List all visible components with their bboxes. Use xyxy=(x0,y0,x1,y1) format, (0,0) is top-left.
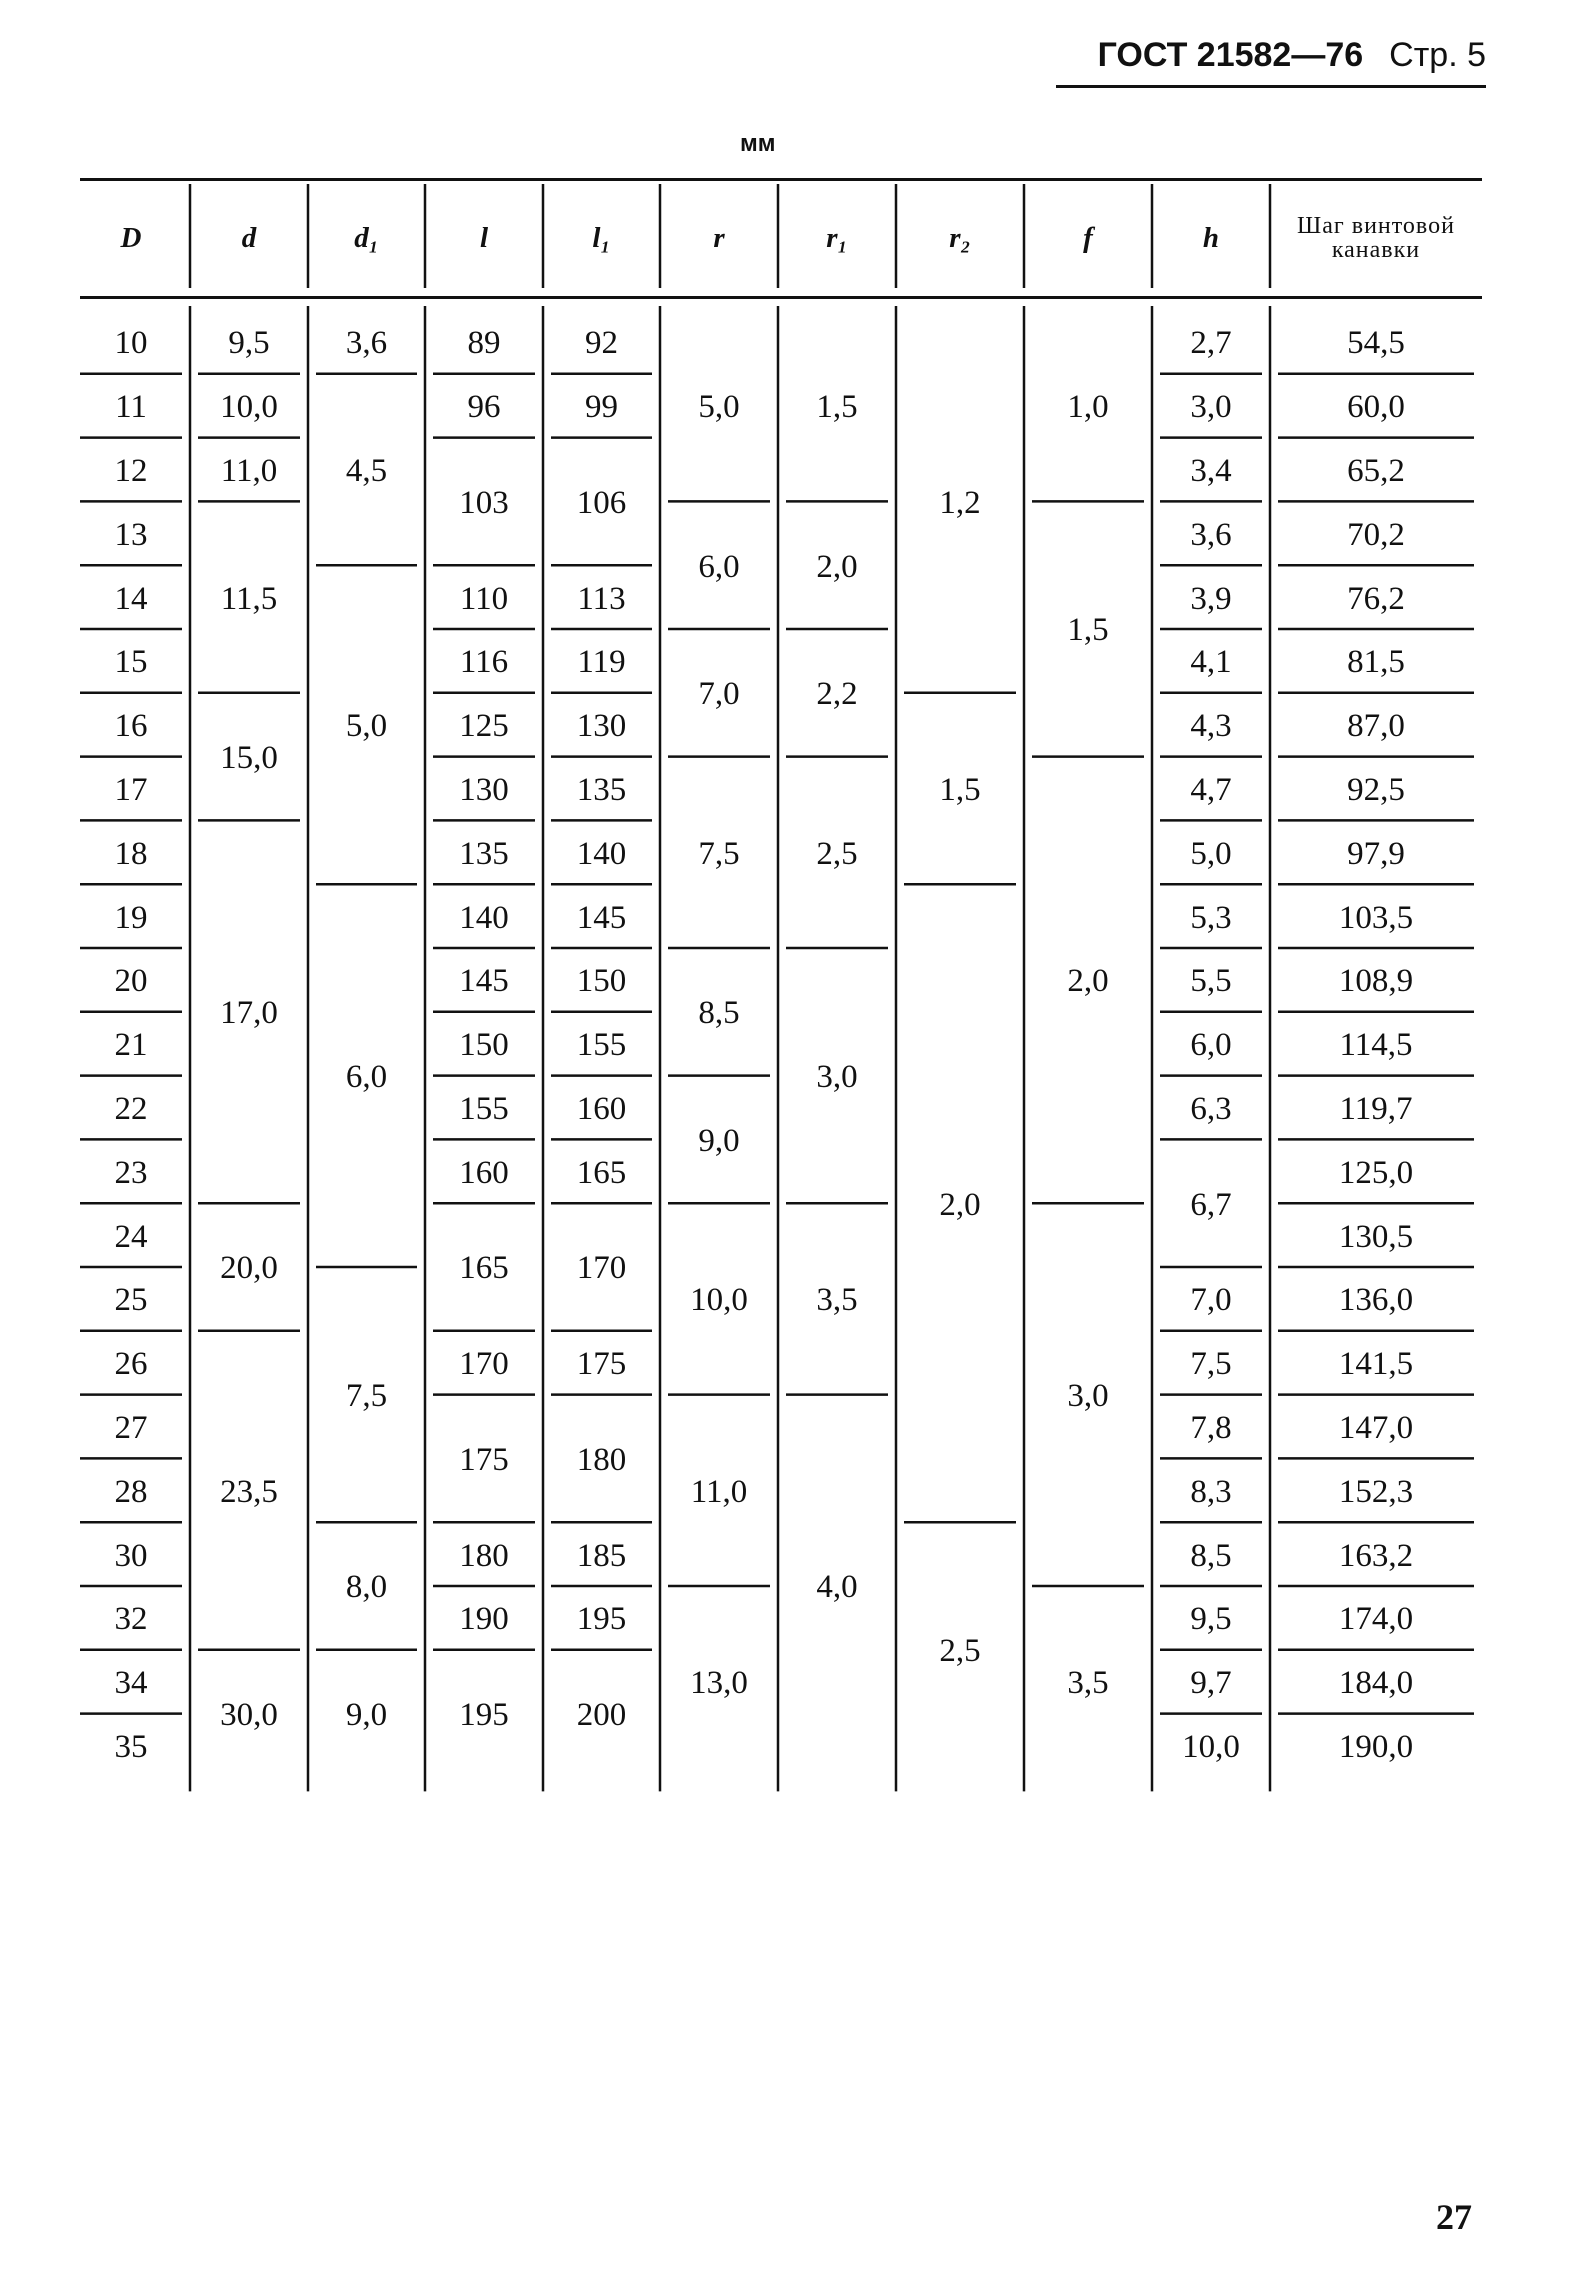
cell-l: 140 xyxy=(459,899,509,936)
cell-d: 15,0 xyxy=(220,740,278,777)
column-header-9: f xyxy=(1083,221,1093,254)
cell-step: 163,2 xyxy=(1338,1537,1414,1574)
cell-D: 13 xyxy=(114,516,148,553)
cell-r2: 1,5 xyxy=(939,771,981,808)
cell-d: 17,0 xyxy=(220,995,278,1032)
cell-d1: 9,0 xyxy=(345,1697,388,1734)
cell-step: 103,5 xyxy=(1338,899,1414,936)
cell-l1: 145 xyxy=(576,899,627,936)
cell-l1: 99 xyxy=(585,389,618,426)
cell-D: 20 xyxy=(114,963,148,1000)
cell-l1: 175 xyxy=(576,1346,627,1383)
column-header-4: l xyxy=(479,221,489,254)
cell-h: 9,5 xyxy=(1190,1601,1232,1638)
cell-D: 30 xyxy=(114,1537,148,1574)
cell-D: 10 xyxy=(114,325,148,362)
cell-h: 10,0 xyxy=(1182,1728,1240,1765)
cell-f: 3,0 xyxy=(1067,1378,1109,1415)
cell-h: 3,6 xyxy=(1190,516,1232,553)
cell-D: 21 xyxy=(114,1027,148,1064)
cell-h: 4,3 xyxy=(1190,708,1232,745)
cell-l: 145 xyxy=(459,963,509,1000)
cell-r1: 2,0 xyxy=(816,548,858,585)
cell-D: 15 xyxy=(114,644,148,681)
cell-step: 54,5 xyxy=(1347,325,1405,362)
cell-r: 5,0 xyxy=(698,389,740,426)
cell-h: 8,3 xyxy=(1190,1473,1232,1510)
document-code: ГОСТ 21582—76 xyxy=(1097,36,1364,74)
cell-l: 195 xyxy=(459,1697,509,1734)
cell-r1: 3,0 xyxy=(816,1059,858,1096)
page-reference: Стр. 5 xyxy=(1389,36,1486,74)
cell-D: 25 xyxy=(114,1282,148,1319)
cell-h: 3,9 xyxy=(1190,580,1232,617)
cell-step: 147,0 xyxy=(1338,1409,1414,1446)
cell-l1: 180 xyxy=(576,1441,627,1478)
column-header-step-line: канавки xyxy=(1331,237,1421,263)
cell-l1: 140 xyxy=(576,835,627,872)
cell-r: 7,0 xyxy=(698,676,740,713)
cell-l1: 119 xyxy=(577,644,626,681)
cell-l1: 195 xyxy=(576,1601,627,1638)
cell-r1: 2,5 xyxy=(816,835,858,872)
cell-l: 155 xyxy=(459,1090,509,1127)
cell-D: 17 xyxy=(114,771,148,808)
cell-l: 130 xyxy=(459,771,509,808)
cell-d: 11,0 xyxy=(220,452,278,489)
cell-D: 26 xyxy=(114,1346,148,1383)
cell-l1: 170 xyxy=(576,1250,627,1287)
cell-f: 2,0 xyxy=(1067,963,1109,1000)
cell-h: 6,0 xyxy=(1190,1027,1232,1064)
cell-h: 4,1 xyxy=(1190,644,1232,681)
cell-l: 190 xyxy=(459,1601,509,1638)
cell-h: 6,3 xyxy=(1190,1090,1232,1127)
cell-l: 116 xyxy=(459,644,509,681)
cell-f: 1,0 xyxy=(1067,389,1109,426)
cell-l: 125 xyxy=(459,708,509,745)
cell-l1: 135 xyxy=(576,771,627,808)
cell-h: 5,3 xyxy=(1190,899,1232,936)
cell-h: 7,5 xyxy=(1190,1346,1232,1383)
cell-h: 7,8 xyxy=(1190,1409,1232,1446)
cell-d1: 5,0 xyxy=(345,708,388,745)
cell-r2: 2,5 xyxy=(939,1633,981,1670)
cell-step: 184,0 xyxy=(1338,1665,1414,1702)
column-header-3: d₁ xyxy=(354,221,379,254)
cell-d: 30,0 xyxy=(220,1697,278,1734)
cell-step: 108,9 xyxy=(1338,963,1414,1000)
cell-D: 34 xyxy=(114,1665,148,1702)
column-header-2: d xyxy=(241,221,257,254)
cell-d1: 8,0 xyxy=(345,1569,388,1606)
cell-h: 8,5 xyxy=(1190,1537,1232,1574)
cell-step: 92,5 xyxy=(1347,771,1405,808)
cell-D: 22 xyxy=(114,1090,148,1127)
cell-h: 3,0 xyxy=(1190,389,1232,426)
cell-r: 7,5 xyxy=(698,835,740,872)
cell-step: 152,3 xyxy=(1338,1473,1414,1510)
cell-step: 174,0 xyxy=(1338,1601,1414,1638)
cell-l1: 113 xyxy=(577,580,626,617)
cell-f: 1,5 xyxy=(1067,612,1109,649)
cell-h: 2,7 xyxy=(1190,325,1232,362)
page-number: 27 xyxy=(1436,2197,1472,2237)
cell-d: 9,5 xyxy=(228,325,270,362)
cell-D: 32 xyxy=(114,1601,148,1638)
cell-l1: 185 xyxy=(576,1537,627,1574)
cell-r2: 2,0 xyxy=(939,1186,981,1223)
cell-d: 11,5 xyxy=(220,580,278,617)
cell-D: 19 xyxy=(114,899,148,936)
cell-step: 190,0 xyxy=(1338,1728,1414,1765)
cell-D: 12 xyxy=(114,452,148,489)
column-header-5: l₁ xyxy=(592,221,611,254)
cell-r: 13,0 xyxy=(690,1665,748,1702)
cell-r: 6,0 xyxy=(698,548,740,585)
cell-d: 23,5 xyxy=(220,1473,278,1510)
cell-l: 180 xyxy=(459,1537,509,1574)
cell-step: 136,0 xyxy=(1338,1282,1414,1319)
cell-step: 76,2 xyxy=(1347,580,1405,617)
cell-d: 20,0 xyxy=(220,1250,278,1287)
cell-l: 175 xyxy=(459,1441,509,1478)
cell-l1: 150 xyxy=(576,963,627,1000)
cell-D: 24 xyxy=(114,1218,148,1255)
cell-h: 5,5 xyxy=(1190,963,1232,1000)
cell-l1: 160 xyxy=(576,1090,627,1127)
cell-step: 119,7 xyxy=(1339,1090,1413,1127)
cell-r1: 1,5 xyxy=(816,389,858,426)
cell-d1: 3,6 xyxy=(345,325,388,362)
column-header-1: D xyxy=(120,221,142,254)
column-header-10: h xyxy=(1202,221,1220,254)
cell-l: 165 xyxy=(459,1250,509,1287)
cell-l: 110 xyxy=(459,580,509,617)
unit-label: мм xyxy=(740,130,776,157)
cell-step: 60,0 xyxy=(1347,389,1405,426)
cell-d1: 7,5 xyxy=(345,1378,388,1415)
cell-D: 14 xyxy=(114,580,148,617)
cell-h: 4,7 xyxy=(1190,771,1232,808)
cell-step: 125,0 xyxy=(1338,1154,1414,1191)
cell-r: 11,0 xyxy=(690,1473,748,1510)
cell-l: 89 xyxy=(467,325,501,362)
cell-r2: 1,2 xyxy=(939,484,981,521)
cell-r: 9,0 xyxy=(698,1122,740,1159)
cell-D: 27 xyxy=(114,1409,148,1446)
cell-step: 97,9 xyxy=(1347,835,1405,872)
cell-d1: 4,5 xyxy=(345,452,388,489)
cell-h: 7,0 xyxy=(1190,1282,1232,1319)
cell-step: 87,0 xyxy=(1347,708,1405,745)
cell-r: 10,0 xyxy=(690,1282,748,1319)
cell-step: 130,5 xyxy=(1338,1218,1414,1255)
cell-r: 8,5 xyxy=(698,995,740,1032)
cell-D: 35 xyxy=(114,1728,148,1765)
cell-d1: 6,0 xyxy=(345,1059,388,1096)
column-header-7: r₁ xyxy=(826,221,848,254)
cell-l1: 92 xyxy=(585,325,618,362)
cell-l1: 155 xyxy=(576,1027,627,1064)
cell-f: 3,5 xyxy=(1067,1665,1109,1702)
cell-D: 18 xyxy=(114,835,148,872)
column-header-8: r₂ xyxy=(949,221,971,254)
column-header-6: r xyxy=(713,221,725,254)
cell-l1: 200 xyxy=(576,1697,627,1734)
cell-l1: 106 xyxy=(576,484,627,521)
cell-r1: 2,2 xyxy=(816,676,858,713)
cell-r1: 3,5 xyxy=(816,1282,858,1319)
cell-step: 81,5 xyxy=(1347,644,1405,681)
cell-l: 103 xyxy=(459,484,509,521)
cell-D: 28 xyxy=(114,1473,148,1510)
cell-step: 65,2 xyxy=(1347,452,1405,489)
cell-l: 150 xyxy=(459,1027,509,1064)
cell-step: 70,2 xyxy=(1347,516,1405,553)
cell-h: 3,4 xyxy=(1190,452,1232,489)
cell-step: 114,5 xyxy=(1339,1027,1413,1064)
cell-l: 135 xyxy=(459,835,509,872)
cell-l: 170 xyxy=(459,1346,509,1383)
cell-d: 10,0 xyxy=(220,389,278,426)
cell-h: 6,7 xyxy=(1190,1186,1232,1223)
cell-r1: 4,0 xyxy=(816,1569,858,1606)
cell-l: 160 xyxy=(459,1154,509,1191)
cell-h: 9,7 xyxy=(1190,1665,1232,1702)
cell-D: 11 xyxy=(115,389,147,426)
cell-l1: 165 xyxy=(576,1154,627,1191)
cell-D: 16 xyxy=(114,708,148,745)
cell-l1: 130 xyxy=(576,708,627,745)
cell-h: 5,0 xyxy=(1190,835,1232,872)
cell-D: 23 xyxy=(114,1154,148,1191)
cell-l: 96 xyxy=(467,389,501,426)
column-header-step-line: Шаг винтовой xyxy=(1297,213,1455,239)
cell-step: 141,5 xyxy=(1338,1346,1414,1383)
